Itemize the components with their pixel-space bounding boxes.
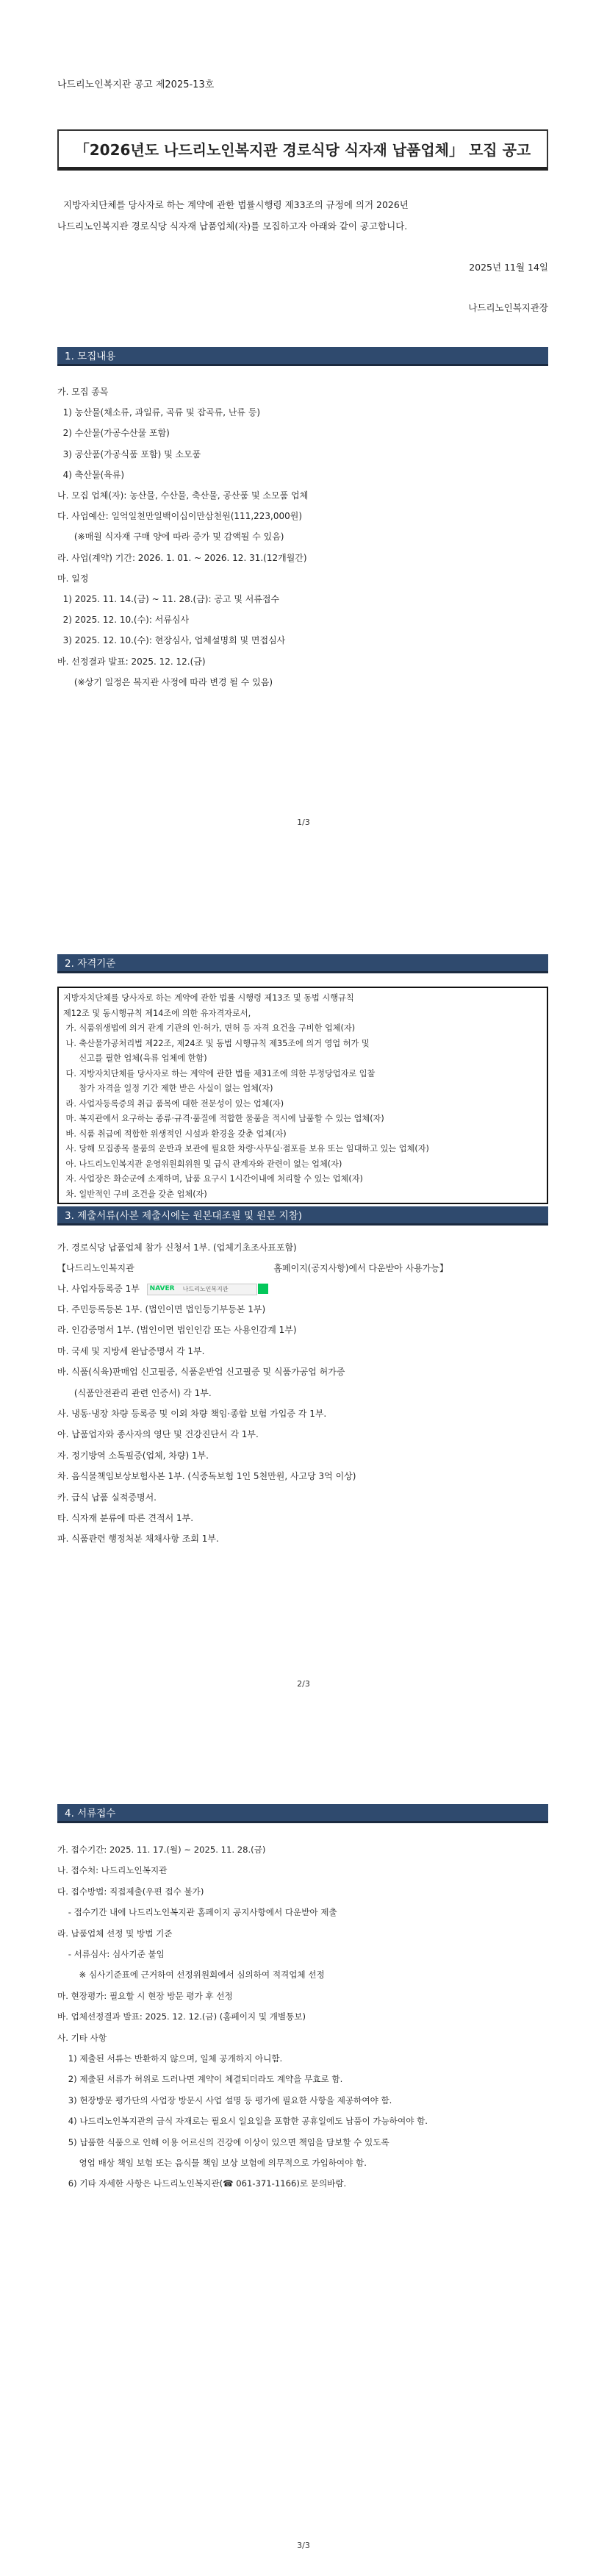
text-line: 1) 2025. 11. 14.(금) ~ 11. 28.(금): 공고 및 서류접수 bbox=[57, 594, 280, 604]
text-line: 신고를 필한 업체(육류 업체에 한함) bbox=[63, 1053, 207, 1063]
text-line: 영업 배상 책임 보험 또는 음식물 책임 보상 보험에 의무적으로 가입하여야 함. bbox=[57, 2158, 367, 2168]
qualification-box bbox=[57, 987, 548, 1204]
text-line: (식품안전관리 관련 인증서) 각 1부. bbox=[57, 1387, 212, 1398]
text-line: 나. 모집 업체(자): 농산물, 수산물, 축산물, 공산품 및 소모품 업체 bbox=[57, 490, 309, 501]
text-line: - 서류심사: 심사기준 불임 bbox=[57, 1949, 165, 1959]
text-line: 자. 사업장은 화순군에 소재하며, 납품 요구시 1시간이내에 처리할 수 있는 업체(자) bbox=[63, 1174, 363, 1184]
text-line: 차. 일반적인 구비 조건을 갖춘 업체(자) bbox=[63, 1189, 207, 1199]
doc-item bbox=[57, 1282, 257, 1295]
text-line: 4) 축산물(육류) bbox=[57, 469, 125, 480]
text-line: 카. 급식 납품 실적증명서. bbox=[57, 1492, 157, 1503]
text-line: 지방자치단체를 당사자로 하는 계약에 관한 법률 시행령 제13조 및 동법 시행규칙 bbox=[63, 993, 354, 1003]
text-line: 마. 현장평가: 필요할 시 현장 방문 평가 후 선정 bbox=[57, 1990, 233, 2001]
text-line: 바. 업체선정결과 발표: 2025. 12. 12.(금) (홈페이지 및 개별통보) bbox=[57, 2011, 306, 2022]
text-line: 3) 2025. 12. 10.(수): 현장심사, 업체설명회 및 면접심사 bbox=[57, 635, 286, 646]
text-line: 1) 제출된 서류는 반환하지 않으며, 일체 공개하지 아니함. bbox=[57, 2053, 283, 2064]
text-line: 아. 나드리노인복지관 운영위원회위원 및 급식 관계자와 관련이 없는 업체(자) bbox=[63, 1159, 342, 1169]
text-line: - 접수기간 내에 나드리노인복지관 홈페이지 공지사항에서 다운받아 제출 bbox=[57, 1907, 337, 1918]
doc-item-note bbox=[57, 1262, 448, 1274]
text-line: 라. 납품업체 선정 및 방법 기준 bbox=[57, 1928, 173, 1939]
text-line: 4) 나드리노인복지관의 급식 자재로는 필요시 일요일을 포함한 공휴일에도 납품이 가능하여야 함. bbox=[57, 2116, 428, 2127]
text-line: (※상기 일정은 복지관 사정에 따라 변경 될 수 있음) bbox=[57, 676, 273, 687]
naver-search-text: 나드리노인복지관 bbox=[182, 1285, 229, 1292]
page-number: 3/3 bbox=[297, 2541, 310, 2550]
text-line: 자. 정기방역 소독필증(업체, 차량) 1부. bbox=[57, 1450, 209, 1461]
text-line: 마. 복지관에서 요구하는 종류·규격·품질에 적합한 물품을 적시에 납품할 수 있는 업체(자) bbox=[63, 1114, 384, 1123]
text-line: 바. 식품(식육)판매업 신고필증, 식품운반업 신고필증 및 식품가공업 허가증 bbox=[57, 1367, 345, 1378]
text-line: 차. 음식물책임보상보험사본 1부. (식중독보험 1인 5천만원, 사고당 3억 이상) bbox=[57, 1471, 356, 1482]
intro-line: 지방자치단체를 당사자로 하는 계약에 관한 법률시행령 제33조의 규정에 의거 2026년 bbox=[63, 199, 409, 210]
text-line: 라. 사업(계약) 기간: 2026. 1. 01. ~ 2026. 12. 31.(12개월간) bbox=[57, 552, 307, 563]
text-line: 나. 축산물가공처리법 제22조, 제24조 및 동법 시행규칙 제35조에 의거 영업 허가 및 bbox=[63, 1038, 370, 1048]
text-line: 다. 접수방법: 직접제출(우편 접수 불가) bbox=[57, 1886, 204, 1897]
text-line: 2) 2025. 12. 10.(수): 서류심사 bbox=[57, 615, 190, 626]
text-line: 파. 식품관련 행정처분 채채사항 조회 1부. bbox=[57, 1534, 219, 1545]
text-line: 나. 접수처: 나드리노인복지관 bbox=[57, 1865, 168, 1876]
text-line: 아. 납품업자와 종사자의 영단 및 건강진단서 각 1부. bbox=[57, 1429, 259, 1440]
doc-item-note-right: 홈페이지(공지사항)에서 다운받아 사용가능】 bbox=[273, 1263, 449, 1273]
text-line: 가. 접수기간: 2025. 11. 17.(월) ~ 2025. 11. 28.(금) bbox=[57, 1845, 266, 1855]
text-line: 6) 기타 자세한 사항은 나드리노인복지관(☎ 061-371-1166)로 문의바람. bbox=[57, 2178, 347, 2189]
text-line: 참가 자격을 일정 기간 제한 받은 사실이 없는 업체(자) bbox=[63, 1084, 273, 1093]
text-line: 다. 사업예산: 일억일천만일백이십이만삼천원(111,223,000원) bbox=[57, 511, 303, 522]
text-line: 사. 기타 사항 bbox=[57, 2032, 107, 2043]
text-line: 5) 납품한 식품으로 인해 이용 어르신의 건강에 이상이 있으면 책임을 담보할 수 있도록 bbox=[57, 2136, 389, 2147]
text-line: 사. 냉동·냉장 차량 등록증 및 이외 차량 책임·종합 보험 가입증 각 1부. bbox=[57, 1409, 327, 1419]
page-title: 「2026년도 나드리노인복지관 경로식당 식자재 납품업체」 모집 공고 bbox=[57, 129, 548, 171]
text-line: 다. 지방자치단체를 당사자로 하는 계약에 관한 법률 제31조에 의한 부정당업자로 입찰 bbox=[63, 1068, 376, 1078]
text-line: 타. 식자재 분류에 따른 견적서 1부. bbox=[57, 1513, 194, 1523]
issuer: 나드리노인복지관장 bbox=[468, 302, 548, 313]
text-line: 마. 일정 bbox=[57, 573, 89, 584]
notice-date: 2025년 11월 14일 bbox=[469, 262, 548, 273]
text-line: 2) 수산물(가공수산물 포함) bbox=[57, 428, 170, 439]
text-line: 제12조 및 동시행규칙 제14조에 의한 유자격자로서, bbox=[63, 1008, 251, 1018]
naver-search-badge[interactable] bbox=[147, 1284, 257, 1295]
intro-line: 나드리노인복지관 경로식당 식자재 납품업체(자)를 모집하고자 아래와 같이 공고합니다. bbox=[57, 221, 408, 232]
doc-item: 가. 경로식당 납품업체 참가 신청서 1부. (업체기초조사표포함) bbox=[57, 1242, 297, 1253]
text-line: 3) 공산품(가공식품 포함) 및 소모품 bbox=[57, 448, 201, 459]
text-line: 가. 식품위생법에 의거 관계 기관의 인·허가, 면허 등 자격 요건을 구비한 업체(자) bbox=[63, 1023, 356, 1033]
notice-number: 나드리노인복지관 공고 제2025-13호 bbox=[57, 79, 215, 90]
text-line: 사. 당해 모집종목 물품의 운반과 보관에 필요한 차량·사무실·점포를 보유 또는 임대하고 있는 업체(자) bbox=[63, 1144, 429, 1153]
text-line: 바. 식품 취급에 적합한 위생적인 시설과 환경을 갖춘 업체(자) bbox=[63, 1128, 287, 1139]
section-heading: 3. 제출서류(사본 제출시에는 원본대조필 및 원본 지참) bbox=[57, 1206, 548, 1226]
section-heading: 4. 서류접수 bbox=[57, 1804, 548, 1823]
naver-logo: NAVER bbox=[149, 1284, 175, 1292]
text-line: 2) 제출된 서류가 허위로 드러나면 계약이 체결되더라도 계약을 무효로 함. bbox=[57, 2074, 343, 2085]
text-line: ※ 심사기준표에 근거하여 선정위원회에서 심의하여 적격업체 선정 bbox=[57, 1969, 325, 1981]
page-number: 2/3 bbox=[297, 1679, 310, 1689]
doc-item-note-left: 【나드리노인복지관 bbox=[57, 1263, 134, 1273]
page-number: 1/3 bbox=[297, 817, 310, 827]
text-line: 마. 국세 및 지방세 완납증명서 각 1부. bbox=[57, 1345, 205, 1356]
text-line: 1) 농산물(채소류, 과일류, 곡류 및 잡곡류, 난류 등) bbox=[57, 407, 261, 418]
search-icon bbox=[258, 1284, 268, 1294]
text-line: 라. 인감증명서 1부. (법인이면 법인인감 또는 사용인감계 1부) bbox=[57, 1325, 297, 1336]
text-line: 가. 모집 종목 bbox=[57, 387, 109, 397]
intro-paragraph bbox=[57, 194, 548, 237]
text-line: 다. 주민등록등본 1부. (법인이면 법인등기부등본 1부) bbox=[57, 1304, 266, 1314]
text-line: 3) 현장방문 평가단의 사업장 방문시 사업 설명 등 평가에 필요한 사항을 제공하여야 함. bbox=[57, 2094, 392, 2105]
section-heading: 2. 자격기준 bbox=[57, 954, 548, 973]
text-line: 바. 선정결과 발표: 2025. 12. 12.(금) bbox=[57, 656, 206, 667]
text-line: 라. 사업자등록증의 취급 품목에 대한 전문성이 있는 업체(자) bbox=[63, 1098, 284, 1109]
doc-item-label: 나. 사업자등록증 1부 bbox=[57, 1284, 140, 1294]
text-line: (※매월 식자재 구매 양에 따라 증가 및 감액될 수 있음) bbox=[57, 532, 284, 543]
section-heading: 1. 모집내용 bbox=[57, 347, 548, 366]
